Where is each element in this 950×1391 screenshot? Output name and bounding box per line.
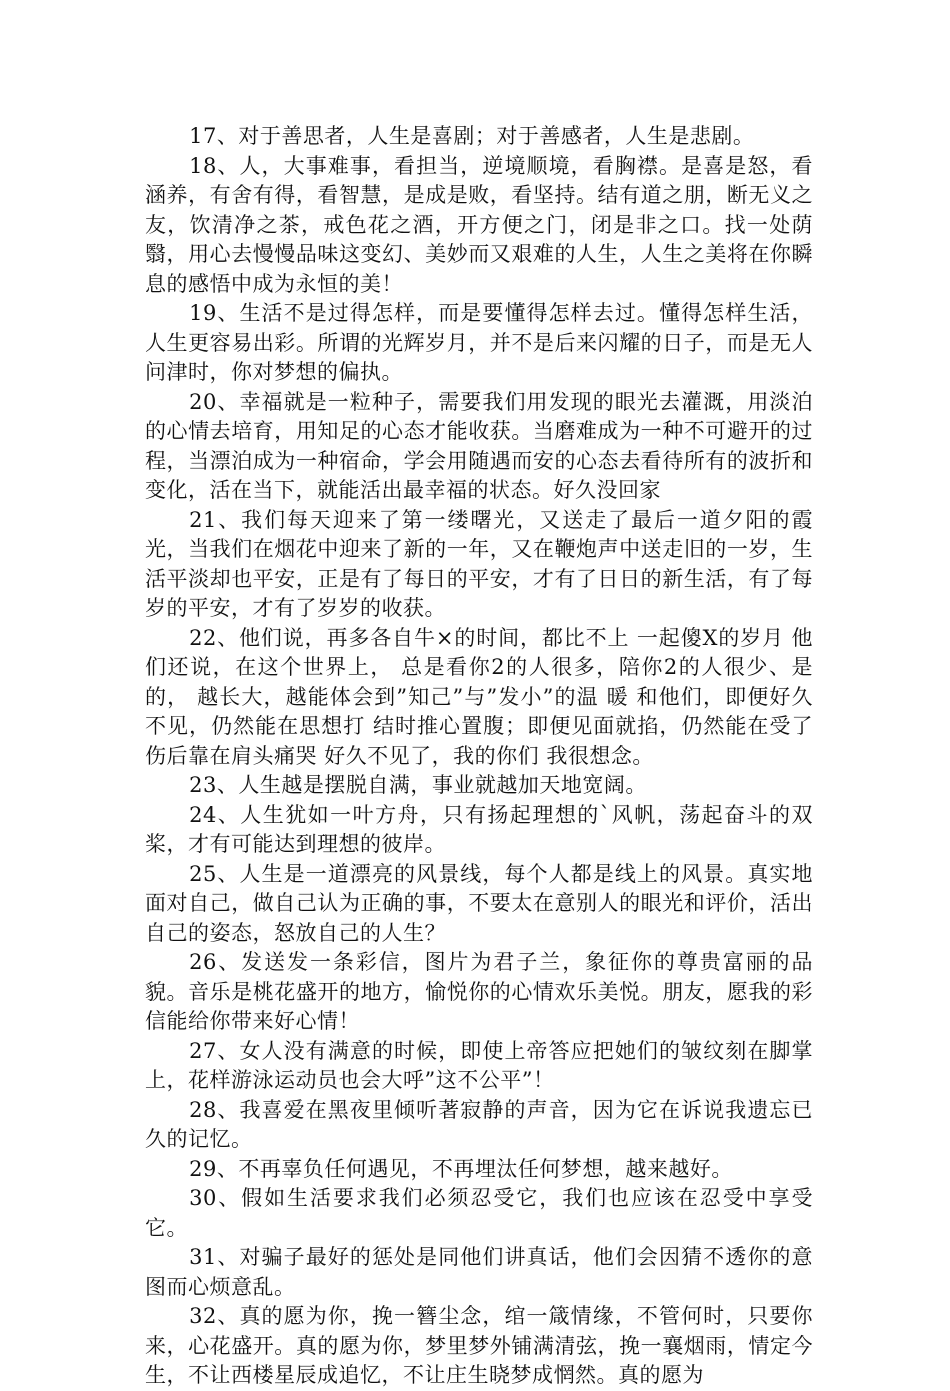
paragraph-22: 22、他们说，再多各自牛×的时间，都比不上 一起傻X的岁月 他们还说，在这个世界上， 总是看你2的人很多，陪你2的人很少、是的， 越长大，越能体会到”知己”与”发小”的温 暖 和他们，即便好久不见，仍然能在思想打 结时推心置腹；即便见面就掐，仍然能在受了 伤后靠在肩头痛哭 好久不见了，我的你们 我很想念。 [145, 625, 813, 768]
paragraph-17: 17、对于善思者，人生是喜剧；对于善感者，人生是悲剧。 [189, 124, 755, 148]
paragraph-29: 29、不再辜负任何遇见，不再埋汰任何梦想，越来越好。 [189, 1156, 733, 1181]
paragraph-31: 31、对骗子最好的惩处是同他们讲真话，他们会因猜不透你的意图而心烦意乱。 [145, 1245, 813, 1299]
paragraph-18: 18、人，大事难事，看担当，逆境顺境，看胸襟。是喜是怒，看涵养，有舍有得，看智慧，是成是败，看坚持。结有道之朋，断无义之友，饮清净之茶，戒色花之酒，开方便之门，闭是非之口。找一处荫翳，用心去慢慢品味这变幻、美妙而又艰难的人生，人生之美将在你瞬息的感悟中成为永恒的美！ [145, 153, 813, 296]
paragraph-20: 20、幸福就是一粒种子，需要我们用发现的眼光去灌溉，用淡泊的心情去培育，用知足的心态才能收获。当磨难成为一种不可避开的过程，当漂泊成为一种宿命，学会用随遇而安的心态去看待所有的波折和变化，活在当下，就能活出最幸福的状态。好久没回家 [145, 389, 813, 502]
paragraph-27: 27、女人没有满意的时候，即使上帝答应把她们的皱纹刻在脚掌上，花样游泳运动员也会大呼”这不公平”！ [145, 1038, 813, 1092]
paragraph-19: 19、生活不是过得怎样，而是要懂得怎样去过。懂得怎样生活，人生更容易出彩。所谓的光辉岁月，并不是后来闪耀的日子，而是无人问津时，你对梦想的偏执。 [145, 301, 813, 384]
paragraph-30: 30、假如生活要求我们必须忍受它，我们也应该在忍受中享受它。 [145, 1186, 813, 1240]
document-body [145, 122, 813, 1391]
paragraph-28: 28、我喜爱在黑夜里倾听著寂静的声音，因为它在诉说我遗忘已久的记忆。 [145, 1097, 813, 1151]
paragraph-32: 32、真的愿为你，挽一簪尘念，绾一箴情缘，不管何时，只要你来，心花盛开。真的愿为你，梦里梦外铺满清弦，挽一襄烟雨，情定今生，不让西楼星辰成追忆，不让庄生晓梦成惘然。真的愿为 [145, 1304, 813, 1387]
paragraph-21: 21、我们每天迎来了第一缕曙光，又送走了最后一道夕阳的霞光，当我们在烟花中迎来了新的一年，又在鞭炮声中送走旧的一岁，生活平淡却也平安，正是有了每日的平安，才有了日日的新生活，有了每岁的平安，才有了岁岁的收获。 [145, 507, 813, 620]
paragraph-24: 24、人生犹如一叶方舟，只有扬起理想的`风帆，荡起奋斗的双桨，才有可能达到理想的彼岸。 [145, 802, 813, 856]
paragraph-26: 26、发送发一条彩信，图片为君子兰，象征你的尊贵富丽的品貌。音乐是桃花盛开的地方，愉悦你的心情欢乐美悦。朋友，愿我的彩信能给你带来好心情！ [145, 950, 813, 1033]
paragraph-25: 25、人生是一道漂亮的风景线，每个人都是线上的风景。真实地面对自己，做自己认为正确的事，不要太在意别人的眼光和评价，活出自己的姿态，怒放自己的人生？ [145, 861, 813, 945]
paragraph-23: 23、人生越是摆脱自满，事业就越加天地宽阔。 [189, 773, 647, 797]
